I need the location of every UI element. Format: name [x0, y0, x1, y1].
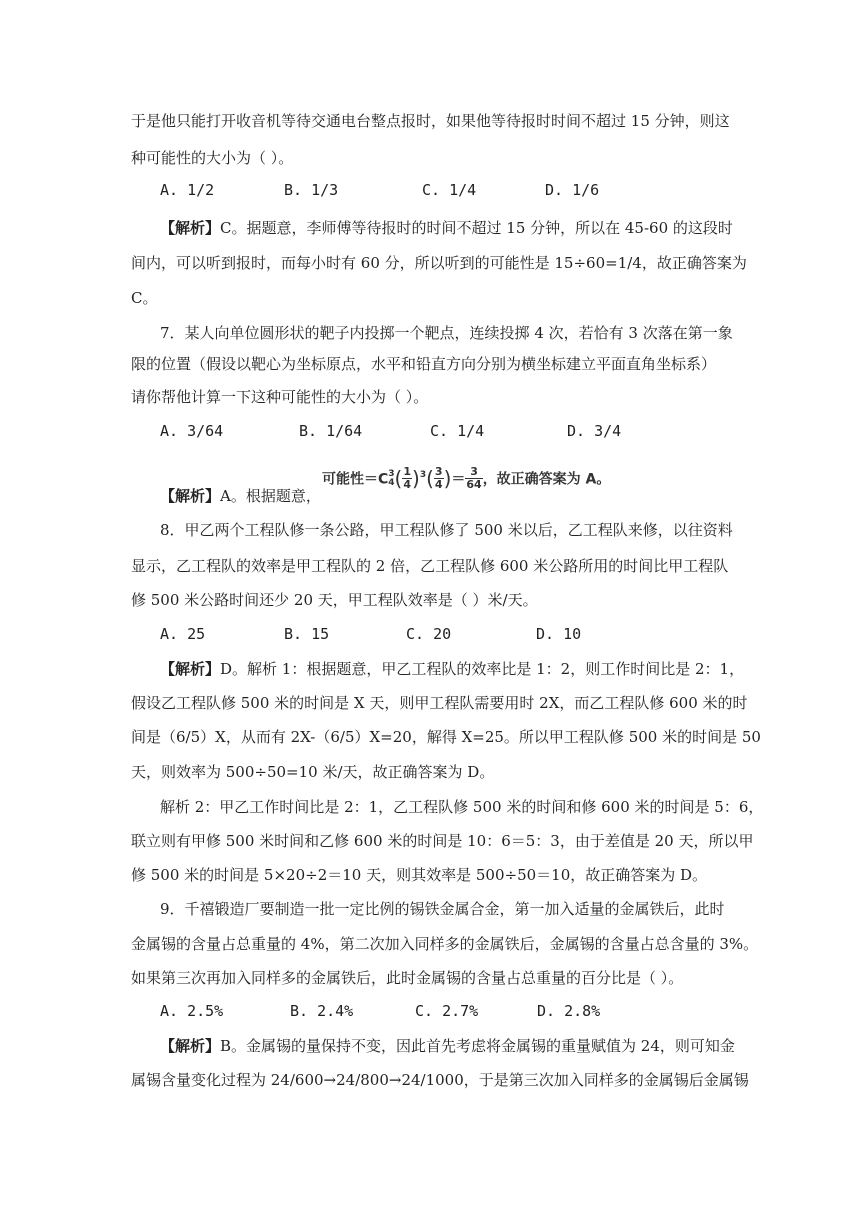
- analysis-label: 【解析】: [160, 660, 221, 678]
- formula-lead: 可能性＝C: [322, 471, 389, 488]
- q9-text-line-1: 9．千禧锻造厂要制造一批一定比例的锡铁金属合金，第一加入适量的金属铁后，此时: [160, 900, 725, 918]
- q7-option-a: A. 3/64: [160, 422, 224, 440]
- formula-f1-exp: 3: [419, 469, 427, 480]
- formula-f1-num: 1: [403, 465, 412, 478]
- q6-option-b: B. 1/3: [284, 181, 339, 199]
- q9-analysis-text: B。金属锡的量保持不变，因此首先考虑将金属锡的重量赋值为 24，则可知金: [220, 1037, 735, 1055]
- q8-text-line-3: 修 500 米公路时间还少 20 天，甲工程队效率是（ ）米/天。: [131, 591, 538, 609]
- analysis-label: 【解析】: [160, 219, 221, 237]
- q8-option-d: D. 10: [536, 625, 582, 643]
- formula-result-num: 3: [465, 466, 482, 479]
- q8-text-line-1: 8．甲乙两个工程队修一条公路，甲工程队修了 500 米以后，乙工程队来修，以往资料: [160, 521, 733, 539]
- q8-analysis-line-3: 间是（6/5）X，从而有 2X-（6/5）X=20，解得 X=25。所以甲工程队修 500 米的时间是 50: [131, 728, 761, 746]
- q6-options: [160, 180, 720, 200]
- q6-option-a: A. 1/2: [160, 181, 215, 199]
- formula-f2-num: 3: [434, 465, 443, 478]
- q6-analysis-line-2: 间内，可以听到报时，而每小时有 60 分，所以听到的可能性是 15÷60=1/4，故正确答案为: [131, 254, 747, 272]
- q9-option-d: D. 2.8%: [537, 1002, 601, 1020]
- formula-f1-den: 4: [403, 478, 412, 491]
- analysis-prefix: C。据题意，: [220, 219, 307, 237]
- q7-option-b: B. 1/64: [299, 422, 363, 440]
- q9-text-line-3: 如果第三次再加入同样多的金属铁后，此时金属锡的含量占总重量的百分比是（ ）。: [131, 969, 684, 987]
- q7-option-d: D. 3/4: [567, 422, 622, 440]
- analysis-text: 李师傅等待报时的时间不超过 15 分钟，所以在 45-60 的这段时: [306, 219, 733, 237]
- q7-text-line-1: 7．某人向单位圆形状的靶子内投掷一个靶点，连续投掷 4 次，若恰有 3 次落在第一象: [160, 324, 733, 342]
- q7-option-c: C. 1/4: [430, 422, 485, 440]
- q8-option-a: A. 25: [160, 625, 206, 643]
- q7-text-line-2: 限的位置（假设以靶心为坐标原点，水平和铅直方向分别为横坐标建立平面直角坐标系）: [131, 355, 717, 373]
- q8-analysis-line-1: [160, 659, 744, 679]
- q6-analysis-line-3: C。: [131, 289, 158, 307]
- probability-formula: 可能性＝C 3 4 ( $\frac{1}{4}$ )$^3$( $\frac{3}{4}$ )＝ $\frac{3}{64}$ ，故正确答案为 A。: [322, 465, 611, 491]
- q8-analysis2-line-3: 修 500 米的时间是 5×20÷2＝10 天，则其效率是 500÷50＝10，故正确答案为 D。: [131, 866, 708, 884]
- q9-option-c: C. 2.7%: [415, 1002, 479, 1020]
- q6-text-line-1: 于是他只能打开收音机等待交通电台整点报时，如果他等待报时时间不超过 15 分钟，则这: [131, 112, 730, 130]
- q8-text-line-2: 显示，乙工程队的效率是甲工程队的 2 倍，乙工程队修 600 米公路所用的时间比甲工程队: [131, 557, 729, 575]
- q6-analysis-line-1: [160, 218, 733, 238]
- q6-option-d: D. 1/6: [545, 181, 600, 199]
- formula-f2-den: 4: [434, 478, 443, 491]
- q8-analysis2-line-2: 联立则有甲修 500 米时间和乙修 600 米的时间是 10：6＝5：3，由于差值是 20 天，所以甲: [131, 832, 754, 850]
- q6-option-c: C. 1/4: [422, 181, 477, 199]
- q9-options: [160, 1001, 720, 1021]
- formula-tail: ，故正确答案为 A。: [482, 471, 611, 488]
- formula-sup: 3: [388, 468, 395, 479]
- q7-analysis-text: A。根据题意，: [220, 487, 321, 505]
- analysis-label: 【解析】: [160, 487, 221, 505]
- q9-option-a: A. 2.5%: [160, 1002, 224, 1020]
- q8-analysis-line-4: 天，则效率为 500÷50=10 米/天，故正确答案为 D。: [131, 763, 495, 781]
- analysis-label: 【解析】: [160, 1037, 221, 1055]
- q9-text-line-2: 金属锡的含量占总重量的 4%，第二次加入同样多的金属铁后，金属锡的含量占总含量的 3%。: [131, 935, 759, 953]
- q9-option-b: B. 2.4%: [290, 1002, 354, 1020]
- q8-options: [160, 624, 720, 644]
- formula-eq: ＝: [451, 471, 466, 488]
- q8-option-b: B. 15: [284, 625, 330, 643]
- q7-analysis-line: [160, 486, 321, 506]
- formula-result-den: 64: [466, 478, 482, 491]
- q7-options: [160, 421, 720, 441]
- q8-option-c: C. 20: [406, 625, 452, 643]
- formula-sub: 4: [388, 477, 395, 488]
- q6-text-line-2: 种可能性的大小为（ ）。: [131, 149, 294, 167]
- q9-analysis-line-1: [160, 1036, 735, 1056]
- q8-analysis-text: D。解析 1：根据题意，甲乙工程队的效率比是 1：2，则工作时间比是 2：1，: [220, 660, 745, 678]
- q9-analysis-line-2: 属锡含量变化过程为 24/600→24/800→24/1000，于是第三次加入同样多的金属锡后金属锡: [131, 1071, 749, 1089]
- q8-analysis2-line-1: 解析 2：甲乙工作时间比是 2：1，乙工程队修 500 米的时间和修 600 米的时间是 5：6，: [160, 798, 764, 816]
- q7-text-line-3: 请你帮他计算一下这种可能性的大小为（ ）。: [131, 388, 429, 406]
- q8-analysis-line-2: 假设乙工程队修 500 米的时间是 X 天，则甲工程队需要用时 2X，而乙工程队修 600 米的时: [131, 694, 748, 712]
